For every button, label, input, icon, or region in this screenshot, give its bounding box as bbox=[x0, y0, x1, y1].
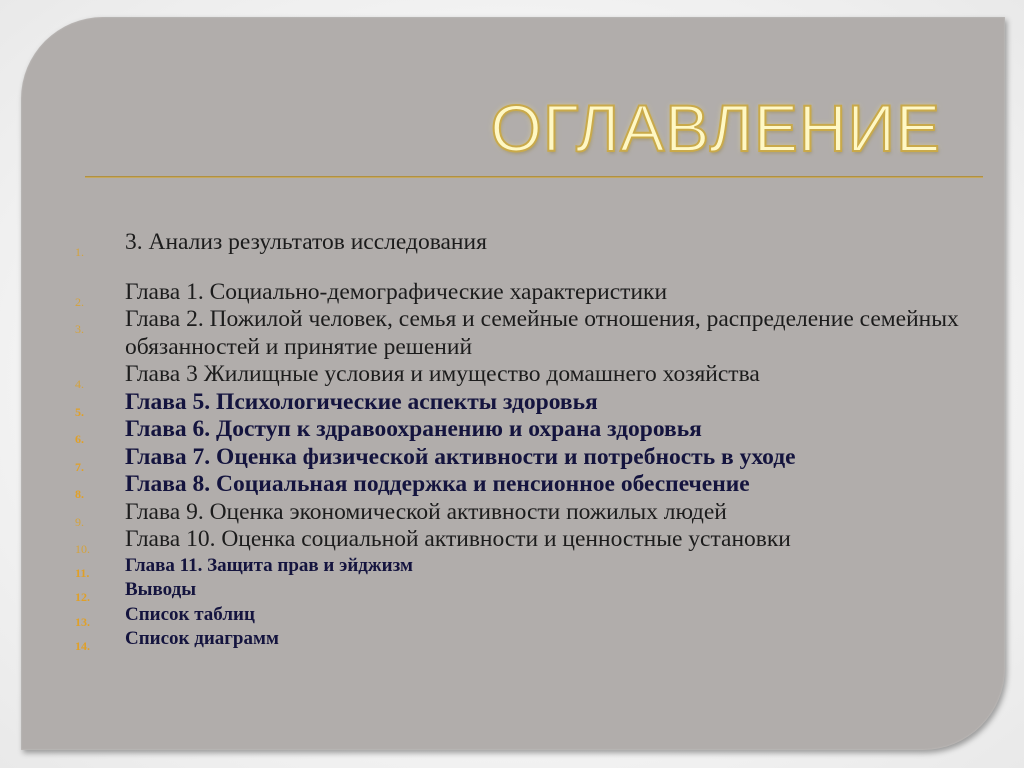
toc-item-number: 13. bbox=[75, 614, 90, 629]
toc-item bbox=[75, 416, 1005, 444]
toc-item-number: 5. bbox=[75, 404, 84, 419]
toc-item-number: 10. bbox=[75, 542, 90, 556]
toc-item-text: Выводы bbox=[125, 579, 197, 600]
toc-item bbox=[75, 554, 1005, 579]
table-of-contents bbox=[75, 229, 1005, 652]
toc-item-number: 3. bbox=[75, 322, 84, 336]
toc-item-text: Список диаграмм bbox=[125, 628, 279, 649]
toc-item-text: Глава 5. Психологические аспекты здоровья bbox=[125, 388, 598, 415]
toc-item-text: Список таблиц bbox=[125, 603, 255, 625]
toc-item bbox=[75, 526, 1005, 554]
toc-item-text: 3. Анализ результатов исследования bbox=[125, 229, 487, 255]
toc-item-text: Глава 3 Жилищные условия и имущество домашнего хозяйства bbox=[125, 361, 760, 387]
toc-item-number: 2. bbox=[75, 294, 84, 309]
toc-item bbox=[75, 603, 1005, 628]
toc-item bbox=[75, 578, 1005, 603]
toc-item-number: 14. bbox=[75, 639, 90, 653]
toc-item bbox=[75, 279, 1005, 307]
toc-item-text: Глава 9. Оценка экономической активности пожилых людей bbox=[125, 498, 727, 525]
content-panel bbox=[21, 17, 1005, 750]
toc-item bbox=[75, 499, 1005, 527]
slide-title: ОГЛАВЛЕНИЕ bbox=[490, 91, 941, 165]
toc-item-text: Глава 11. Защита прав и эйджизм bbox=[125, 554, 413, 576]
toc-item-text: Глава 7. Оценка физической активности и потребность в уходе bbox=[125, 443, 796, 470]
toc-item-text: Глава 1. Социально-демографические характеристики bbox=[125, 278, 668, 305]
toc-item-text: Глава 2. Пожилой человек, семья и семейные отношения, распределение семейных обязанностей и принятие решений bbox=[125, 306, 959, 360]
toc-item bbox=[75, 389, 1005, 417]
toc-item bbox=[75, 627, 1005, 652]
toc-item bbox=[75, 229, 1005, 257]
toc-item-text: Глава 10. Оценка социальной активности и ценностные установки bbox=[125, 526, 791, 552]
toc-item-number: 11. bbox=[75, 565, 90, 580]
toc-item-number: 4. bbox=[75, 377, 84, 391]
title-divider bbox=[85, 176, 983, 178]
toc-item-number: 8. bbox=[75, 487, 84, 501]
toc-item bbox=[75, 471, 1005, 499]
toc-item-number: 12. bbox=[75, 590, 90, 604]
toc-item-number: 1. bbox=[75, 245, 84, 259]
toc-item bbox=[75, 306, 1005, 361]
toc-item-number: 7. bbox=[75, 459, 84, 474]
toc-item bbox=[75, 444, 1005, 472]
toc-item-text: Глава 6. Доступ к здравоохранению и охрана здоровья bbox=[125, 416, 702, 442]
toc-item bbox=[75, 361, 1005, 389]
toc-item-number: 6. bbox=[75, 432, 84, 446]
toc-item-number: 9. bbox=[75, 514, 84, 529]
toc-item-text: Глава 8. Социальная поддержка и пенсионное обеспечение bbox=[125, 471, 750, 497]
